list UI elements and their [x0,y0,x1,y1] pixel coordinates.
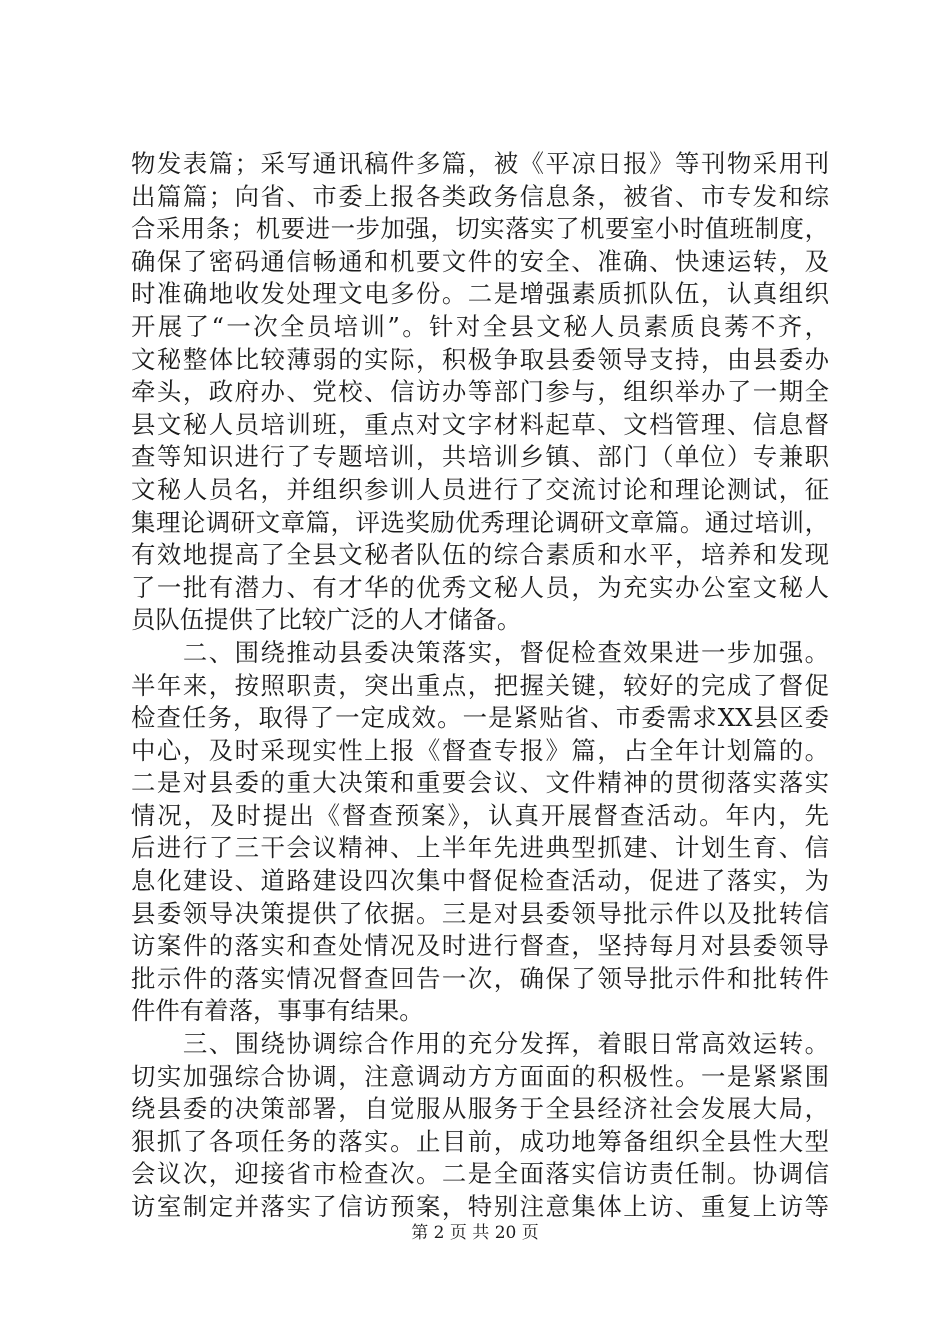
text-line: 了一批有潜力、有才华的优秀文秘人员，为充实办公室文秘人 [131,572,829,602]
text-line: 集理论调研文章篇，评选奖励优秀理论调研文章篇。通过培训， [131,507,829,537]
text-line: 二是对县委的重大决策和重要会议、文件精神的贯彻落实落实 [131,768,829,798]
document-body [131,148,829,1224]
text-line: 开展了“一次全员培训”。针对全县文秘人员素质良莠不齐， [131,311,829,341]
text-line: 半年来，按照职责，突出重点，把握关键，较好的完成了督促 [131,670,829,700]
page-footer: 第 2 页 共 20 页 [411,1223,539,1243]
text-line: 员队伍提供了比较广泛的人才储备。 [131,605,522,635]
text-line: 会议次，迎接省市检查次。二是全面落实信访责任制。协调信 [131,1159,829,1189]
text-line: 后进行了三干会议精神、上半年先进典型抓建、计划生育、信 [131,833,829,863]
text-line: 二、围绕推动县委决策落实，督促检查效果进一步加强。 [131,637,829,667]
text-line: 三、围绕协调综合作用的充分发挥，着眼日常高效运转。 [131,1029,829,1059]
text-line: 出篇篇；向省、市委上报各类政务信息条，被省、市专发和综 [131,181,829,211]
text-line: 批示件的落实情况督查回告一次，确保了领导批示件和批转件 [131,963,829,993]
text-line: 中心，及时采现实性上报《督查专报》篇，占全年计划篇的。 [131,735,829,765]
text-line: 情况，及时提出《督查预案》，认真开展督查活动。年内，先 [131,800,829,830]
text-line: 文秘人员名，并组织参训人员进行了交流讨论和理论测试，征 [131,474,829,504]
text-line: 查等知识进行了专题培训，共培训乡镇、部门（单位）专兼职 [131,442,829,472]
text-line: 访室制定并落实了信访预案，特别注意集体上访、重复上访等 [131,1192,829,1221]
text-line: 牵头，政府办、党校、信访办等部门参与，组织举办了一期全 [131,377,829,407]
text-line: 物发表篇；采写通讯稿件多篇，被《平凉日报》等刊物采用刊 [131,149,829,178]
text-line: 狠抓了各项任务的落实。止目前，成功地筹备组织全县性大型 [131,1126,829,1156]
text-line: 文秘整体比较薄弱的实际，积极争取县委领导支持，由县委办 [131,344,829,374]
text-line: 检查任务，取得了一定成效。一是紧贴省、市委需求XX县区委 [131,703,829,733]
text-line: 合采用条；机要进一步加强，切实落实了机要室小时值班制度， [131,214,829,244]
text-line: 切实加强综合协调，注意调动方方面面的积极性。一是紧紧围 [131,1061,829,1091]
text-line: 绕县委的决策部署，自觉服从服务于全县经济社会发展大局， [131,1094,829,1124]
text-line: 县委领导决策提供了依据。三是对县委领导批示件以及批转信 [131,898,829,928]
text-line: 息化建设、道路建设四次集中督促检查活动，促进了落实，为 [131,866,829,896]
text-line: 县文秘人员培训班，重点对文字材料起草、文档管理、信息督 [131,409,829,439]
text-line: 有效地提高了全县文秘者队伍的综合素质和水平，培养和发现 [131,540,829,570]
text-line: 时准确地收发处理文电多份。二是增强素质抓队伍，认真组织 [131,279,829,309]
text-line: 件件有着落，事事有结果。 [131,996,424,1026]
text-line: 访案件的落实和查处情况及时进行督查，坚持每月对县委领导 [131,931,829,961]
text-line: 确保了密码通信畅通和机要文件的安全、准确、快速运转，及 [131,246,829,276]
